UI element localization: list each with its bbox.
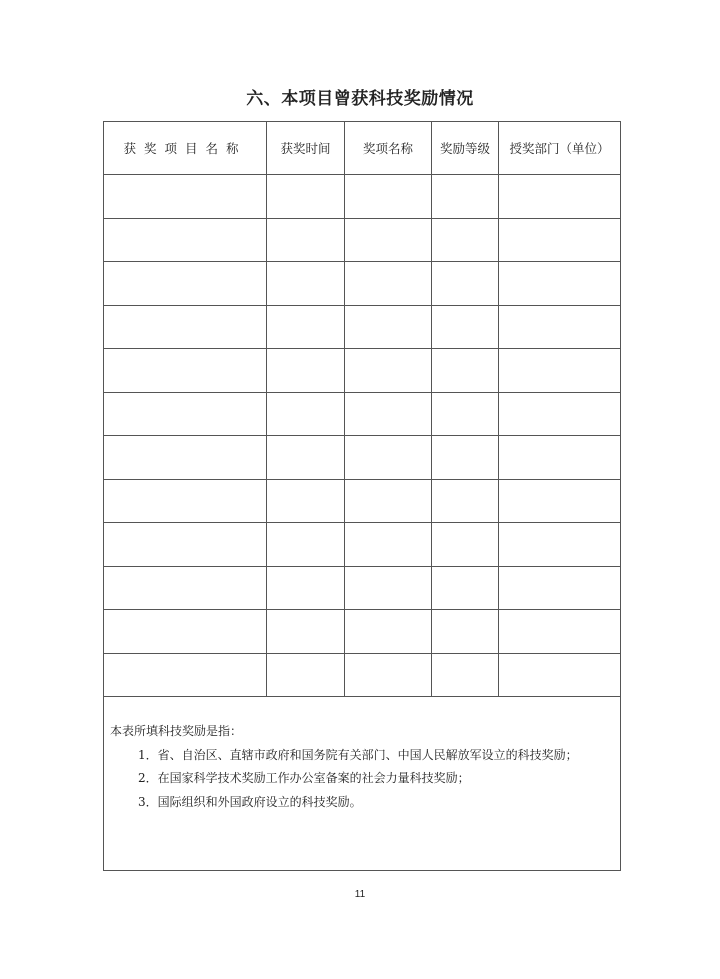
cell-project-name[interactable] [104,479,267,523]
cell-awarding-dept[interactable] [499,175,621,219]
cell-award-name[interactable] [345,349,432,393]
cell-awarding-dept[interactable] [499,653,621,697]
cell-award-level[interactable] [432,218,499,262]
cell-award-level[interactable] [432,305,499,349]
cell-award-time[interactable] [267,349,345,393]
table-row [104,523,621,567]
cell-awarding-dept[interactable] [499,566,621,610]
cell-project-name[interactable] [104,175,267,219]
cell-project-name[interactable] [104,566,267,610]
cell-award-time[interactable] [267,392,345,436]
cell-award-name[interactable] [345,305,432,349]
cell-award-level[interactable] [432,349,499,393]
cell-award-time[interactable] [267,218,345,262]
cell-award-name[interactable] [345,175,432,219]
cell-award-level[interactable] [432,392,499,436]
table-row [104,436,621,480]
cell-award-time[interactable] [267,436,345,480]
notes-intro: 本表所填科技奖励是指： [110,724,243,738]
cell-awarding-dept[interactable] [499,262,621,306]
cell-award-time[interactable] [267,566,345,610]
header-award-time: 获奖时间 [267,122,345,175]
cell-project-name[interactable] [104,349,267,393]
table-row [104,479,621,523]
awards-table [103,121,621,871]
table-row [104,262,621,306]
cell-award-time[interactable] [267,479,345,523]
table-row [104,305,621,349]
cell-project-name[interactable] [104,218,267,262]
table-header-row [104,122,621,175]
cell-award-level[interactable] [432,436,499,480]
cell-award-time[interactable] [267,262,345,306]
cell-award-name[interactable] [345,262,432,306]
cell-award-level[interactable] [432,479,499,523]
page-number: 11 [354,889,366,900]
table-row [104,218,621,262]
cell-award-name[interactable] [345,523,432,567]
note-item-3: 3．国际组织和外国政府设立的科技奖励。 [138,794,362,809]
table-row [104,653,621,697]
cell-project-name[interactable] [104,436,267,480]
notes-row [104,697,621,871]
cell-award-level[interactable] [432,653,499,697]
cell-awarding-dept[interactable] [499,523,621,567]
cell-awarding-dept[interactable] [499,610,621,654]
cell-award-level[interactable] [432,262,499,306]
cell-awarding-dept[interactable] [499,305,621,349]
note-item-2: 2．在国家科学技术奖励工作办公室备案的社会力量科技奖励； [138,771,470,785]
cell-award-time[interactable] [267,653,345,697]
cell-project-name[interactable] [104,262,267,306]
notes-cell [104,697,621,871]
cell-award-name[interactable] [345,653,432,697]
cell-project-name[interactable] [104,392,267,436]
table-row [104,566,621,610]
cell-award-name[interactable] [345,610,432,654]
cell-awarding-dept[interactable] [499,392,621,436]
cell-award-level[interactable] [432,523,499,567]
cell-project-name[interactable] [104,653,267,697]
cell-award-level[interactable] [432,610,499,654]
cell-project-name[interactable] [104,305,267,349]
cell-project-name[interactable] [104,610,267,654]
header-awarding-dept: 授奖部门（单位） [499,122,621,175]
table-row [104,392,621,436]
cell-award-time[interactable] [267,523,345,567]
cell-award-level[interactable] [432,175,499,219]
cell-awarding-dept[interactable] [499,436,621,480]
cell-award-name[interactable] [345,218,432,262]
cell-award-name[interactable] [345,392,432,436]
cell-award-level[interactable] [432,566,499,610]
cell-award-name[interactable] [345,566,432,610]
cell-award-time[interactable] [267,305,345,349]
cell-award-time[interactable] [267,175,345,219]
table-row [104,349,621,393]
table-row [104,175,621,219]
header-award-name: 奖项名称 [345,122,432,175]
cell-awarding-dept[interactable] [499,479,621,523]
header-award-level: 奖励等级 [432,122,499,175]
note-item-1: 1．省、自治区、直辖市政府和国务院有关部门、中国人民解放军设立的科技奖励； [138,747,578,762]
cell-award-name[interactable] [345,479,432,523]
cell-project-name[interactable] [104,523,267,567]
cell-award-time[interactable] [267,610,345,654]
section-title: 六、本项目曾获科技奖励情况 [246,89,474,109]
header-project-name: 获奖项目名称 [104,122,267,175]
cell-awarding-dept[interactable] [499,349,621,393]
table-row [104,610,621,654]
cell-award-name[interactable] [345,436,432,480]
cell-awarding-dept[interactable] [499,218,621,262]
